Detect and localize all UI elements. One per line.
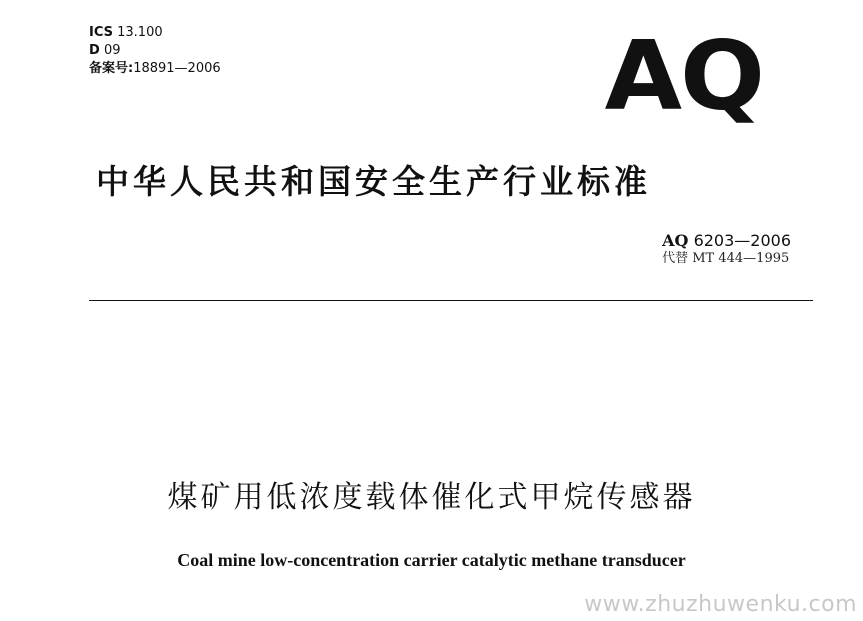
class-row [89, 42, 221, 60]
aq-logo: AQ [604, 19, 763, 132]
ics-label: ICS [89, 25, 113, 40]
record-label: 备案号: [89, 61, 134, 76]
document-meta [89, 24, 221, 78]
standard-number: 6203—2006 [693, 231, 791, 250]
organization-title: 中华人民共和国安全生产行业标准 [96, 162, 651, 201]
record-value: 18891—2006 [133, 61, 221, 76]
document-title-cn: 煤矿用低浓度载体催化式甲烷传感器 [167, 480, 696, 515]
watermark: www.zhuzhuwenku.com [584, 592, 857, 617]
replaces-standard: 代替 MT 444—1995 [662, 251, 790, 266]
ics-row [89, 24, 221, 42]
standard-prefix: AQ [662, 231, 689, 250]
divider-line [89, 300, 813, 301]
class-label: D [89, 43, 100, 58]
document-title-en: Coal mine low-concentration carrier catalytic methane transducer [177, 550, 686, 570]
class-value: 09 [103, 43, 121, 58]
record-row [89, 60, 221, 78]
standard-code [662, 232, 791, 250]
ics-value: 13.100 [117, 25, 163, 40]
standard-number-block [662, 232, 791, 268]
